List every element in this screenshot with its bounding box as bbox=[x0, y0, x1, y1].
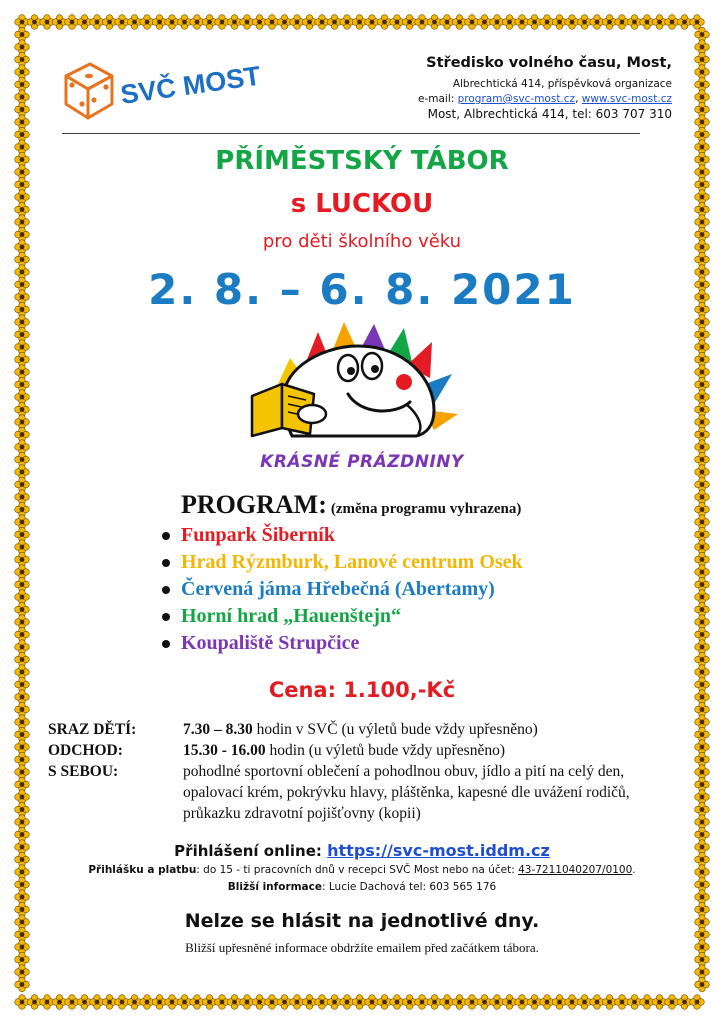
target-audience: pro děti školního věku bbox=[262, 231, 462, 252]
footer-note: Bližší upřesněné informace obdržíte emailem před začátkem tábora. bbox=[185, 940, 539, 955]
camp-details bbox=[48, 719, 673, 824]
illustration-caption: KRÁSNÉ PRÁZDNINY bbox=[260, 452, 464, 472]
bullet-icon bbox=[162, 559, 170, 567]
bullet-icon bbox=[162, 532, 170, 540]
bring-text: pohodlné sportovní oblečení a pohodlnou obuv, jídlo a pití na celý den, opalovací krém, pokrývku hlavy, pláštěnka, kapesné dle uvážení rodičů, průkazku zdravotní pojišťovny (kopii) bbox=[183, 763, 630, 822]
payment-text: : do 15 - ti pracovních dnů v recepci SVČ Most nebo na účet: bbox=[196, 864, 519, 876]
dice-icon bbox=[66, 64, 112, 118]
logo-text: SVČ MOST bbox=[118, 60, 263, 110]
meet-text: hodin v SVČ (u výletů bude vždy upřesněno) bbox=[252, 721, 538, 738]
sun-character-illustration bbox=[248, 322, 480, 444]
event-dates: 2. 8. – 6. 8. 2021 bbox=[148, 265, 576, 314]
program-item-label: Červená jáma Hřebečná (Abertamy) bbox=[181, 578, 495, 600]
program-title: PROGRAM: bbox=[181, 490, 327, 519]
program-list bbox=[162, 522, 523, 657]
program-item-label: Horní hrad „Hauenštejn“ bbox=[181, 605, 402, 627]
more-info-label: Bližší informace bbox=[227, 881, 322, 893]
email-link[interactable]: program@svc-most.cz bbox=[457, 93, 576, 105]
meet-row bbox=[48, 719, 673, 740]
program-note: (změna programu vyhrazena) bbox=[330, 501, 522, 517]
program-item bbox=[162, 549, 523, 576]
program-item bbox=[162, 603, 523, 630]
leave-text: hodin (u výletů bude vždy upřesněno) bbox=[265, 742, 506, 759]
flower-icon bbox=[690, 995, 705, 1010]
price: Cena: 1.100,-Kč bbox=[268, 678, 456, 702]
leave-row bbox=[48, 740, 673, 761]
event-subtitle: s LUCKOU bbox=[290, 189, 434, 219]
svc-logo bbox=[56, 54, 276, 126]
bring-row bbox=[48, 761, 673, 824]
program-item-label: Koupaliště Strupčice bbox=[181, 632, 360, 654]
online-registration bbox=[0, 841, 724, 860]
bullet-icon bbox=[162, 640, 170, 648]
more-info-text: : Lucie Dachová tel: 603 565 176 bbox=[322, 881, 497, 893]
email-separator: , bbox=[575, 93, 582, 105]
flower-icon bbox=[695, 977, 710, 992]
program-item bbox=[162, 630, 523, 657]
registration-link[interactable]: https://svc-most.iddm.cz bbox=[327, 841, 550, 860]
program-item bbox=[162, 576, 523, 603]
email-prefix: e-mail: bbox=[418, 93, 458, 105]
payment-info bbox=[0, 864, 724, 876]
leave-time: 15.30 - 16.00 bbox=[183, 742, 266, 759]
registration-label: Přihlášení online: bbox=[174, 842, 328, 860]
meet-time: 7.30 – 8.30 bbox=[183, 721, 253, 738]
program-item-label: Hrad Rýzmburk, Lanové centrum Osek bbox=[181, 551, 523, 573]
payment-end: . bbox=[632, 864, 636, 876]
leave-label: ODCHOD: bbox=[48, 742, 123, 759]
bank-account-link[interactable]: 43-7211040207/0100 bbox=[518, 864, 633, 876]
program-heading bbox=[181, 490, 521, 520]
bullet-icon bbox=[162, 586, 170, 594]
org-address: Albrechtická 414, příspěvková organizace bbox=[452, 78, 672, 90]
program-item-label: Funpark Šiberník bbox=[181, 524, 335, 546]
warning-note: Nelze se hlásit na jednotlivé dny. bbox=[184, 910, 540, 932]
bullet-icon bbox=[162, 613, 170, 621]
web-link[interactable]: www.svc-most.cz bbox=[581, 93, 672, 105]
event-title: PŘÍMĚSTSKÝ TÁBOR bbox=[215, 146, 509, 176]
more-info bbox=[0, 881, 724, 893]
contact-links bbox=[418, 93, 672, 105]
header-divider bbox=[62, 133, 640, 134]
meet-label: SRAZ DĚTÍ: bbox=[48, 721, 137, 738]
flower-icon bbox=[15, 977, 30, 992]
payment-label: Přihlášku a platbu bbox=[88, 864, 197, 876]
program-item bbox=[162, 522, 523, 549]
org-name: Středisko volného času, Most, bbox=[426, 55, 672, 71]
bring-label: S SEBOU: bbox=[48, 763, 119, 780]
contact-phone: Most, Albrechtická 414, tel: 603 707 310 bbox=[427, 107, 672, 121]
